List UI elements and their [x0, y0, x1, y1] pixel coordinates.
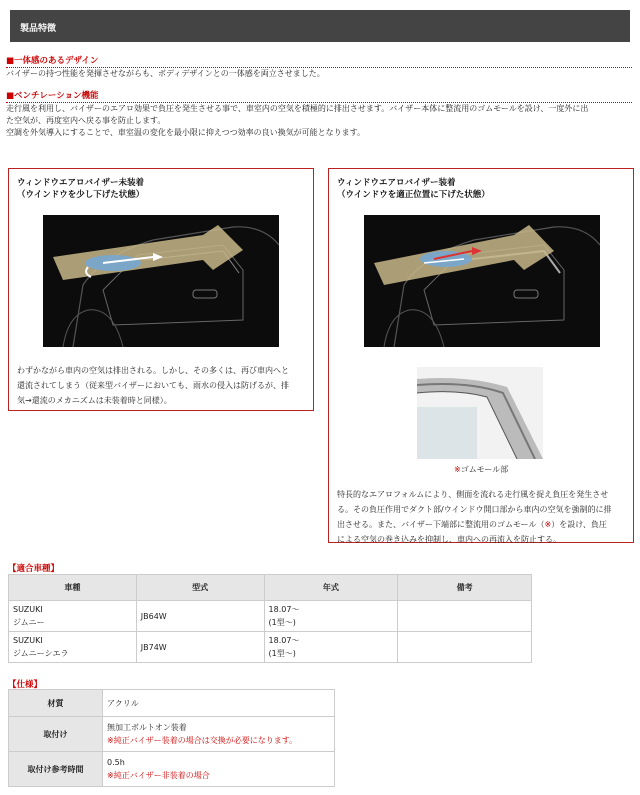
- spec-note: [107, 769, 330, 782]
- with-visor-title: [337, 177, 490, 201]
- without-visor-title: [17, 177, 144, 201]
- compat-header-cell: 型式: [136, 575, 264, 601]
- spec-value: [103, 690, 335, 717]
- rubber-mold-illustration: [417, 367, 543, 459]
- description-line: 出させる。また、バイザー下端部に整流用のゴムモール（※）を設け、負圧: [337, 520, 607, 529]
- with-visor-description: [337, 487, 629, 547]
- note-cell: [398, 632, 532, 663]
- compat-table: [8, 574, 532, 663]
- rubber-mold-closeup-image: [417, 367, 543, 459]
- page-header: [10, 10, 630, 42]
- with-visor-image: [364, 215, 600, 347]
- spec-note-text: ※純正バイザー装着の場合は交換が必要になります。: [107, 736, 298, 745]
- description-line: による空気の巻き込みを抑制し、車内への再流入を防止する。: [337, 535, 561, 544]
- description-line: わずかながら車内の空気は排出される。しかし、その多くは、再び車内へと: [17, 366, 289, 375]
- with-visor-panel: [328, 168, 634, 543]
- note-cell: [398, 601, 532, 632]
- without-visor-image: [43, 215, 279, 347]
- table-row: [9, 752, 335, 787]
- without-visor-panel: [8, 168, 314, 411]
- spec-value-line: 0.5h: [107, 758, 125, 767]
- spec-label: 取付け: [9, 717, 103, 752]
- with-visor-title-line1: ウィンドウエアロバイザー装着: [337, 178, 456, 188]
- compat-title: 【適合車種】: [8, 564, 60, 574]
- type-cell: JB64W: [136, 601, 264, 632]
- without-visor-description: [17, 363, 309, 408]
- compat-header-cell: 年式: [264, 575, 398, 601]
- year-cell: [264, 632, 398, 663]
- spec-table: [8, 689, 335, 787]
- section-design-body: バイザーの持つ性能を発揮させながらも、ボディデザインとの一体感を両立させました。: [6, 69, 325, 78]
- compat-header-cell: 車種: [9, 575, 137, 601]
- description-line: る。その負圧作用でダクト部/ウインドウ開口部から車内の空気を強制的に排: [337, 505, 612, 514]
- without-visor-title-line1: ウィンドウエアロバイザー未装着: [17, 178, 144, 188]
- ventilation-line: 走行風を利用し、バイザーのエアロ効果で負圧を発生させる事で、車室内の空気を積極的に排出させます。バイザー本体に整流用のゴムモールを設け、一度外に出: [6, 104, 589, 113]
- year-range: 18.07～: [268, 636, 300, 645]
- vehicle-maker: SUZUKI: [13, 605, 43, 614]
- spec-label: 取付け参考時間: [9, 752, 103, 787]
- rubber-mold-caption: [454, 464, 508, 475]
- ventilation-line: た空気が、再度室内へ戻る事を防止します。: [6, 116, 166, 125]
- year-generation: (1型～): [268, 618, 296, 627]
- note-mark: ※: [544, 520, 552, 529]
- vehicle-cell: [9, 632, 137, 663]
- table-row: [9, 601, 532, 632]
- description-line: 特長的なエアロフォルムにより、側面を流れる走行風を捉え負圧を発生させ: [337, 490, 609, 499]
- compat-header-cell: 備考: [398, 575, 532, 601]
- car-door-illustration: [43, 215, 279, 347]
- year-generation: (1型～): [268, 649, 296, 658]
- caption-text: ※ゴムモール部: [454, 465, 509, 474]
- spec-note: [107, 734, 330, 747]
- vehicle-cell: [9, 601, 137, 632]
- spec-value: [103, 752, 335, 787]
- section-ventilation-title: ■ベンチレーション機能: [6, 89, 632, 103]
- compat-header-row: [9, 575, 532, 601]
- ventilation-line: 空調を外気導入にすることで、車室温の変化を最小限に抑えつつ効率の良い換気が可能となります。: [6, 128, 366, 137]
- with-visor-title-line2: （ウインドウを適正位置に下げた状態）: [337, 190, 490, 200]
- table-row: [9, 632, 532, 663]
- vehicle-model: ジムニーシエラ: [13, 649, 69, 658]
- type-cell: JB74W: [136, 632, 264, 663]
- vehicle-model: ジムニー: [13, 618, 45, 627]
- car-door-visor-illustration: [364, 215, 600, 347]
- description-line: 気→還流のメカニズムは未装着時と同様）。: [17, 396, 172, 405]
- table-row: [9, 717, 335, 752]
- section-design-title: ■一体感のあるデザイン: [6, 54, 632, 68]
- description-line: 還流されてしまう（従来型バイザーにおいても、雨水の侵入は防げるが、排: [17, 381, 289, 390]
- year-cell: [264, 601, 398, 632]
- page-title: 製品特徴: [20, 24, 57, 34]
- spec-value-line: アクリル: [107, 698, 139, 708]
- vehicle-maker: SUZUKI: [13, 636, 43, 645]
- spec-value-line: 無加工ボルトオン装着: [107, 723, 187, 732]
- spec-title: 【仕様】: [8, 680, 43, 690]
- without-visor-title-line2: （ウインドウを少し下げた状態）: [17, 190, 145, 200]
- spec-label: 材質: [9, 690, 103, 717]
- year-range: 18.07～: [268, 605, 300, 614]
- table-row: [9, 690, 335, 717]
- note-mark: ※: [454, 465, 461, 474]
- spec-note-text: ※純正バイザー非装着の場合: [107, 771, 210, 780]
- spec-value: [103, 717, 335, 752]
- section-ventilation-body: [6, 103, 632, 139]
